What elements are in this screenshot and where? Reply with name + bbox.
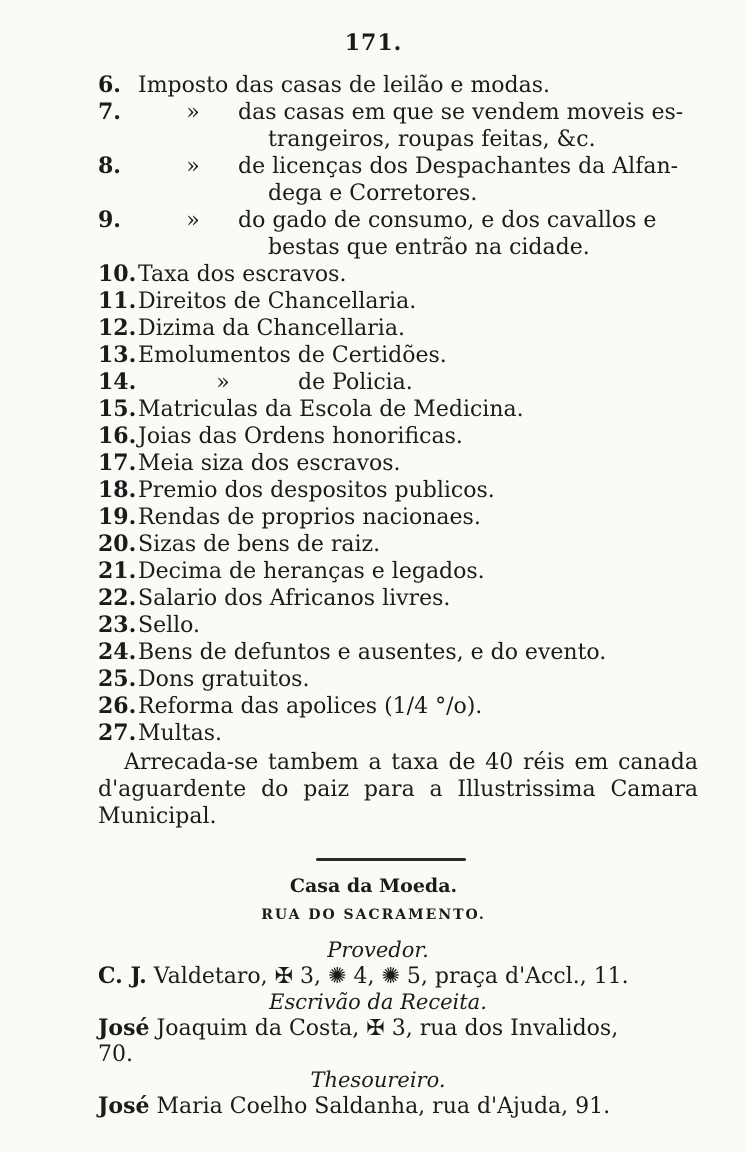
ditto-mark: » [216,370,230,395]
item-continuation: dega e Corretores. [268,181,478,206]
list-item [98,666,698,693]
staff-role: Thesoureiro. [310,1068,446,1092]
staff-entry [98,1093,658,1120]
taxa-paragraph: Arrecada-se tambem a taxa de 40 réis em canada d'aguardente do paiz para a Illustrissima Camara Municipal. [98,750,698,829]
list-item [98,315,698,342]
item-text: Joias das Ordens honorificas. [138,424,463,449]
item-number: 18. [98,477,137,503]
list-item [98,396,698,423]
item-text: Decima de heranças e legados. [138,559,485,584]
list-item [98,477,698,504]
item-number: 26. [98,693,137,719]
list-item [98,504,698,531]
item-text: Meia siza dos escravos. [138,451,401,476]
staff-entry [98,963,658,990]
item-number: 14. [98,369,137,395]
list-item [98,612,698,639]
item-text: Salario dos Africanos livres. [138,586,451,611]
revenue-list [98,72,698,830]
item-text: Multas. [138,721,222,746]
staff-details: Valdetaro, ✠ 3, ✺ 4, ✺ 5, praça d'Accl., 11. [146,964,629,989]
item-number: 17. [98,450,137,476]
item-text: do gado de consumo, e dos cavallos e [238,208,657,233]
item-number: 12. [98,315,137,341]
list-item [98,72,698,99]
page-number: 171. [344,30,403,56]
item-number: 23. [98,612,137,638]
item-text: Premio dos despositos publicos. [138,478,495,503]
ditto-mark: » [186,100,200,125]
staff-initials: C. J. [98,963,147,989]
item-number: 11. [98,288,137,314]
item-text: Emolumentos de Certidões. [138,343,447,368]
item-number: 10. [98,261,137,287]
list-item [98,261,698,288]
item-text: Taxa dos escravos. [138,262,347,287]
list-item [98,585,698,612]
item-text: de licenças dos Despachantes da Alfan- [238,154,679,179]
item-number: 9. [98,207,121,233]
list-item [98,423,698,450]
item-number: 6. [98,72,121,98]
item-continuation: trangeiros, roupas feitas, &c. [268,127,596,152]
list-item [98,450,698,477]
list-item [98,153,698,180]
item-text: das casas em que se vendem moveis es- [238,100,684,125]
staff-details: Maria Coelho Saldanha, rua d'Ajuda, 91. [149,1094,611,1119]
item-number: 19. [98,504,137,530]
item-number: 20. [98,531,137,557]
item-text: Reforma das apolices (1/4 °/o). [138,694,483,719]
item-text: Matriculas da Escola de Medicina. [138,397,524,422]
staff-list [98,938,658,1120]
item-text: Dizima da Chancellaria. [138,316,405,341]
item-text: de Policia. [298,370,413,395]
item-number: 24. [98,639,137,665]
item-text: Rendas de proprios nacionaes. [138,505,481,530]
list-item [98,369,698,396]
list-item [98,342,698,369]
item-number: 7. [98,99,121,125]
staff-entry [98,1015,658,1068]
item-text: Dons gratuitos. [138,667,310,692]
list-item [98,288,698,315]
staff-first-name: José [98,1015,150,1041]
staff-first-name: José [98,1093,150,1119]
item-text: Bens de defuntos e ausentes, e do evento. [138,640,607,665]
item-number: 13. [98,342,137,368]
list-item [98,720,698,747]
item-number: 16. [98,423,137,449]
item-text: Sizas de bens de raiz. [138,532,381,557]
item-number: 15. [98,396,137,422]
staff-details: Joaquim da Costa, ✠ 3, rua dos Invalidos, 70. [98,1016,619,1067]
staff-role: Provedor. [327,938,429,962]
item-number: 25. [98,666,137,692]
item-number: 21. [98,558,137,584]
item-continuation: bestas que entrão na cidade. [268,235,590,260]
staff-role: Escrivão da Receita. [269,990,487,1014]
item-number: 8. [98,153,121,179]
list-item [98,639,698,666]
section-divider [316,858,466,861]
item-text: Imposto das casas de leilão e modas. [138,73,551,98]
item-number: 27. [98,720,137,746]
section-title: Casa da Moeda. [289,875,458,897]
item-text: Direitos de Chancellaria. [138,289,417,314]
list-item [98,693,698,720]
section-subtitle: RUA DO SACRAMENTO. [261,907,486,923]
list-item [98,558,698,585]
list-item [98,207,698,234]
list-item [98,531,698,558]
ditto-mark: » [186,208,200,233]
item-number: 22. [98,585,137,611]
item-text: Sello. [138,613,201,638]
ditto-mark: » [186,154,200,179]
list-item [98,99,698,126]
